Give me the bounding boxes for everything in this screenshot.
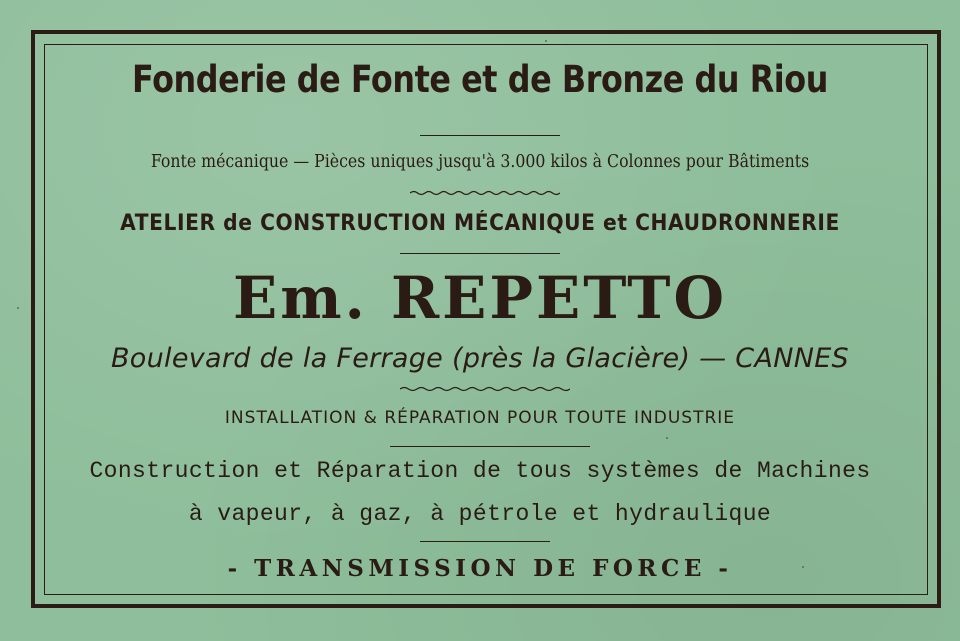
proprietor-name: Em. REPETTO — [233, 264, 727, 332]
divider-rule — [400, 253, 560, 254]
divider-rule — [390, 446, 590, 447]
advert-title: Fonderie de Fonte et de Bronze du Riou — [132, 58, 828, 101]
divider-rule — [420, 541, 550, 542]
construction-line-2: à vapeur, à gaz, à pétrole et hydraulique — [188, 501, 772, 527]
address-line: Boulevard de la Ferrage (près la Glacière) — CANNES — [110, 343, 849, 374]
installation-line: INSTALLATION & RÉPARATION POUR TOUTE INDUSTRIE — [224, 408, 736, 428]
transmission-heading: - TRANSMISSION DE FORCE - — [227, 555, 733, 582]
wavy-divider — [400, 386, 570, 392]
construction-line-1: Construction et Réparation de tous systèmes de Machines — [89, 458, 871, 484]
divider-rule — [420, 135, 560, 136]
atelier-heading: ATELIER de CONSTRUCTION MÉCANIQUE et CHAUDRONNERIE — [120, 211, 840, 236]
wavy-divider — [410, 190, 560, 196]
advert-subtitle: Fonte mécanique — Pièces uniques jusqu'à 3.000 kilos à Colonnes pour Bâtiments — [150, 152, 810, 172]
